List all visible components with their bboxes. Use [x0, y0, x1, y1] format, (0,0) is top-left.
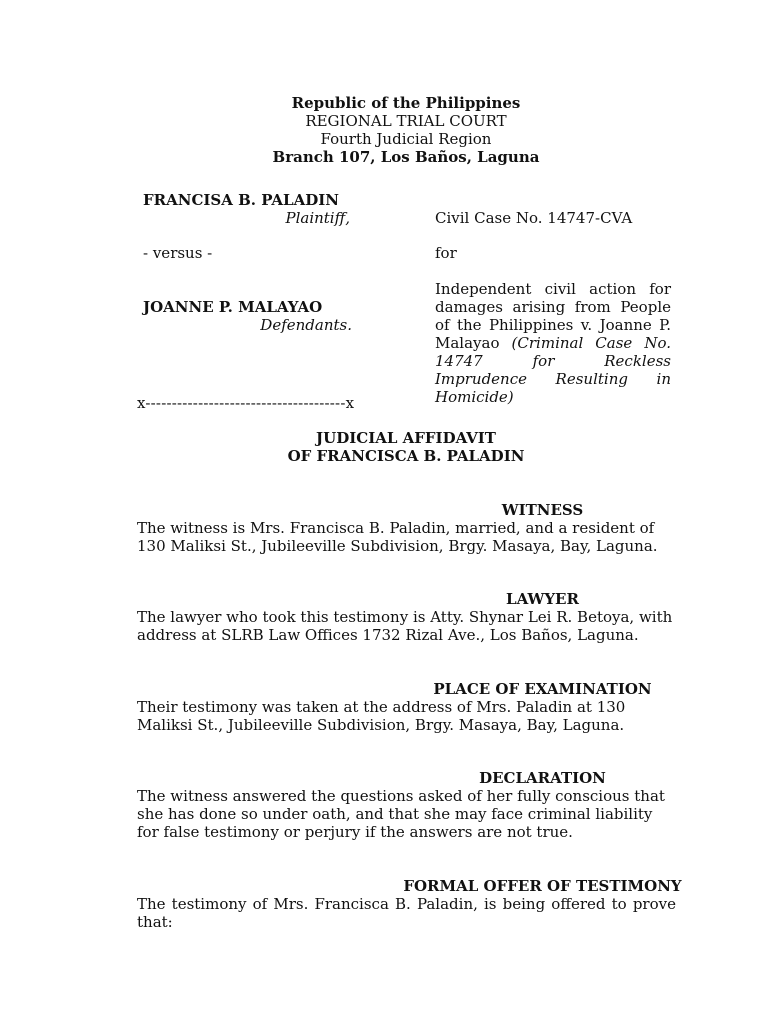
court-header — [0, 94, 768, 166]
header-region: Fourth Judicial Region — [320, 130, 492, 148]
title-line-1: JUDICIAL AFFIDAVIT — [316, 429, 496, 447]
section-body: The witness is Mrs. Francisca B. Paladin, married, and a resident of 130 Maliksi St., Jubileeville Subdivision, Brgy. Masaya, Bay, Laguna. — [137, 519, 658, 555]
defendant-role: Defendants. — [260, 316, 352, 334]
section-heading: PLACE OF EXAMINATION — [433, 680, 652, 698]
defendant-name: JOANNE P. MALAYAO — [143, 298, 323, 316]
section-place-of-examination — [137, 680, 676, 734]
case-number: Civil Case No. 14747-CVA — [435, 209, 633, 227]
case-action-text: Independent civil action for damages arising from People of the Philippines v. Joanne P. Malayao — [435, 280, 671, 352]
section-body: The testimony of Mrs. Francisca B. Paladin, is being offered to prove that: — [137, 895, 676, 931]
title-line-2: OF FRANCISCA B. PALADIN — [287, 447, 525, 465]
caption-divider: x--------------------------------------x — [137, 394, 355, 412]
versus-label: - versus - — [143, 244, 213, 262]
case-action-italic: (Criminal Case No. 14747 for Reckless Imprudence Resulting in Homicide) — [435, 334, 671, 406]
section-body: The witness answered the questions asked of her fully conscious that she has done so under oath, and that she may face criminal liability for false testimony or perjury if the answers are not true. — [137, 787, 665, 841]
section-formal-offer — [137, 877, 682, 931]
plaintiff-role: Plaintiff, — [285, 209, 350, 227]
section-witness — [137, 501, 676, 555]
section-body: Their testimony was taken at the address of Mrs. Paladin at 130 Maliksi St., Jubileeville Subdivision, Brgy. Masaya, Bay, Laguna. — [137, 698, 626, 734]
header-branch: Branch 107, Los Baños, Laguna — [272, 148, 540, 166]
section-heading: DECLARATION — [479, 769, 606, 787]
section-declaration — [137, 769, 676, 841]
section-lawyer — [137, 590, 676, 644]
header-court: REGIONAL TRIAL COURT — [305, 112, 507, 130]
header-republic: Republic of the Philippines — [291, 94, 521, 112]
plaintiff-name: FRANCISA B. PALADIN — [143, 191, 339, 209]
section-heading: FORMAL OFFER OF TESTIMONY — [403, 877, 682, 895]
section-heading: LAWYER — [506, 590, 579, 608]
for-label: for — [435, 244, 457, 262]
section-heading: WITNESS — [501, 501, 584, 519]
section-body: The lawyer who took this testimony is Atty. Shynar Lei R. Betoya, with address at SLRB Law Offices 1732 Rizal Ave., Los Baños, Laguna. — [137, 608, 673, 644]
case-description — [435, 280, 671, 406]
document-title — [0, 429, 768, 465]
